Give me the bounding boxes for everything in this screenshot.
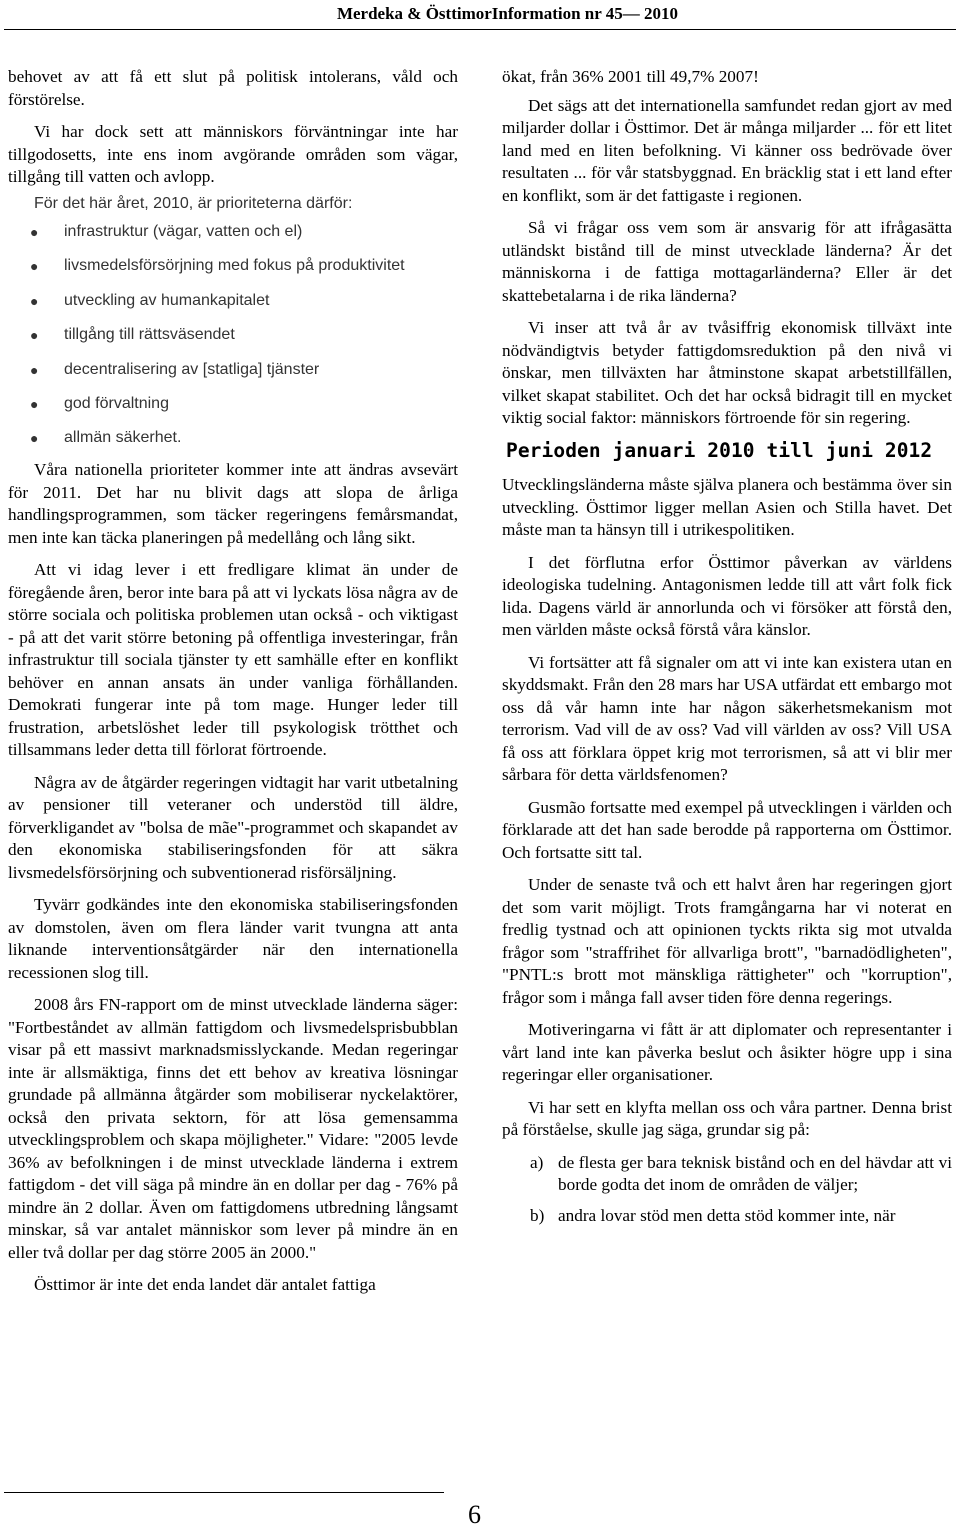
paragraph: Vi fortsätter att få signaler om att vi inte kan existera utan en skyddsmakt. Från den 28 mars har USA utfärdat ett embargo mot oss då vår hamn inte har någon säkerhetsmekanism mot terrorism. Vad vill de av oss? Vad vill världen av oss? Vill USA få oss att förklara öppet krig mot terrorismen, så att vi blir mer sårbara för detta världsfenomen? [502,652,952,784]
paragraph: Östtimor är inte det enda landet där antalet fattiga [34,1275,376,1295]
list-item: b) andra lovar stöd men detta stöd kommer inte, när [502,1205,952,1228]
priorities-list [8,221,458,455]
bullet-icon: ● [30,224,39,240]
paragraph: ökat, från 36% 2001 till 49,7% 2007! [502,67,759,86]
bullet-icon: ● [30,395,39,412]
reasons-list [502,1152,952,1228]
paragraph: Under de senaste två och ett halvt åren har regeringen gjort det som varit möjligt. Trots framgångarna har vi noterat en fredlig tystnad och att opinionen tyckts rikta sig mot utvalda frågor som "straffrihet för allvarliga brott", "barnadödligheten", "PNTL:s brott mot mänskliga rättigheter" och "korruption", frågor som i många fall avser tiden före denna regerings. [502,875,952,1007]
right-column [502,66,952,1235]
paragraph: Utvecklingsländerna måste själva planera och bestämma över sin utveckling. Östtimor ligger mellan Asien och Stilla havet. Det måste man ta hänsyn till i utrikespolitiken. [502,475,952,539]
bullet-icon: ● [30,361,39,378]
list-marker: a) [530,1152,544,1172]
paragraph: Det sägs att det internationella samfundet redan gjort av med miljarder dollar i Östtimor. Det är många miljarder ... för ett litet land med en liten befolkning. Vi känner oss bedrövade över resultaten ... för vår statsbyggnad. En bräcklig stat i ett land efter en konflikt, som är det fattigaste i regionen. [502,95,952,205]
list-item: a) de flesta ger bara teknisk bistånd och en del hävdar att vi borde godta det inom de områden de väljer; [530,1152,952,1194]
list-item: ● allmän säkerhet. [8,427,458,455]
page-header [0,0,960,30]
header-divider [4,29,956,30]
left-column [8,66,458,1307]
paragraph: Vi inser att två år av tvåsiffrig ekonomisk tillväxt inte nödvändigtvis betyder fattigdomsreduktion på den nivå vi önskar, men tillväxten har åtminstone skapat arbetstillfällen, vilket skapat stabilitet. Och det har också bidragit till en mycket viktig social faktor: människors förtroende för sin regering. [502,318,952,427]
paragraph: Tyvärr godkändes inte den ekonomiska stabiliseringsfonden av domstolen, även om flera länder varit tvungna att anta liknande interventionsåtgärder när den internationella recessionen slog till. [8,895,458,982]
bullet-icon: ● [30,430,39,447]
paragraph: Några av de åtgärder regeringen vidtagit har varit utbetalning av pensioner till veteraner och understöd till äldre, förverkligandet av "bolsa de mãe"-programmet och skapandet av den ekonomiska stabiliseringsfonden för att säkra livsmedelsförsörjning och subventionerad risförsäljning. [8,772,458,882]
bullet-icon: ● [30,258,39,275]
paragraph: Vi har sett en klyfta mellan oss och våra partner. Denna brist på förståelse, skulle jag säga, grundar sig på: [502,1097,952,1139]
section-heading: Perioden januari 2010 till juni 2012 [506,438,933,462]
paragraph: Gusmão fortsatte med exempel på utvecklingen i världen och förklarade att det han sade berodde på rapporterna om Östtimor. Och fortsatte sitt tal. [502,797,952,862]
list-item: ● god förvaltning [8,393,458,427]
paragraph: I det förflutna erfor Östtimor påverkan av världens ideologiska tudelning. Antagonismen ledde till att vårt folk fick lida. Dagens värld är annorlunda och vi försöker att förstå den, men världen måste också förstå våra känslor. [502,552,952,639]
list-item: ● utveckling av humankapitalet [8,290,458,324]
list-marker: b) [530,1205,545,1225]
paragraph: Vi har dock sett att människors förväntningar inte har tillgodosetts, inte ens inom avgörande områden som vägar, tillgång till vatten och avlopp. [8,122,458,186]
bullet-icon: ● [30,327,39,344]
paragraph: Att vi idag lever i ett fredligare klimat än under de föregående åren, beror inte bara på att vi lyckats lösa några av de större sociala och politiska problemen utan också - och viktigast - på att det varit större betoning på offentliga investeringar, från infrastruktur till sociala tjänster ty ett samhälle efter en konflikt behöver en annan ansats än under vanliga förhållanden. Demokrati fungerar inte på tom mage. Hunger leder till frustration, arbetslöshet leder till psykologisk trötthet och tillsammans leder detta till förlorat förtroende. [8,560,458,760]
publication-title: Merdeka & ÖsttimorInformation nr 45— 2010 [336,4,678,23]
paragraph: 2008 års FN-rapport om de minst utvecklade länderna säger: "Fortbeståndet av allmän fattigdom och livsmedelsprisbubblan visar på ett massivt marknadsmisslyckande. Medan regeringar inte är allsmäktiga, finns det ett behov av kreativa lösningar grundade på allmänna åtgärder som mobiliserar nyckelaktörer, också den privata sektorn, för att lösa gemensamma utvecklingsproblem och skapa möjligheter." Vidare: "2005 levde 36% av befolkningen i de minst utvecklade länderna i extrem fattigdom - det vill säga på mindre än en dollar per dag - 76% på mindre än 2 dollar. Även om fattigdomens utbredning långsamt minskar, så var antalet människor som lever på mindre än en eller två dollar per dag större 2005 än 2000." [8,995,458,1262]
list-item: ● livsmedelsförsörjning med fokus på produktivitet [8,255,458,289]
bullet-icon: ● [30,292,39,309]
list-item: ● decentralisering av [statliga] tjänster [8,359,458,393]
footer-divider [4,1492,444,1493]
priorities-intro: För det här året, 2010, är prioriteterna därför: [34,194,353,212]
page-number: 6 [468,1500,481,1529]
paragraph: Motiveringarna vi fått är att diplomater och representanter i vårt land inte kan påverka beslut och åsikter högre upp i sina regeringar eller organisationer. [502,1020,952,1084]
list-item: ● tillgång till rättsväsendet [8,324,458,358]
paragraph: Våra nationella prioriteter kommer inte att ändras avsevärt för 2011. Det har nu blivit dags att slopa de årliga handlingsprogrammen, som täcker regeringens femårsmandat, men inte kan täcka planeringen på medellång och lång sikt. [8,460,458,547]
list-item: ● infrastruktur (vägar, vatten och el) [8,221,458,255]
paragraph: Så vi frågar oss vem som är ansvarig för att ifrågasätta utländskt bistånd till de minst utvecklade länderna? Är det människorna i de fattiga mottagarländerna? Eller är det skattebetalarna i de rika länderna? [502,218,952,305]
paragraph: behovet av att få ett slut på politisk intolerans, våld och förstörelse. [8,67,458,109]
